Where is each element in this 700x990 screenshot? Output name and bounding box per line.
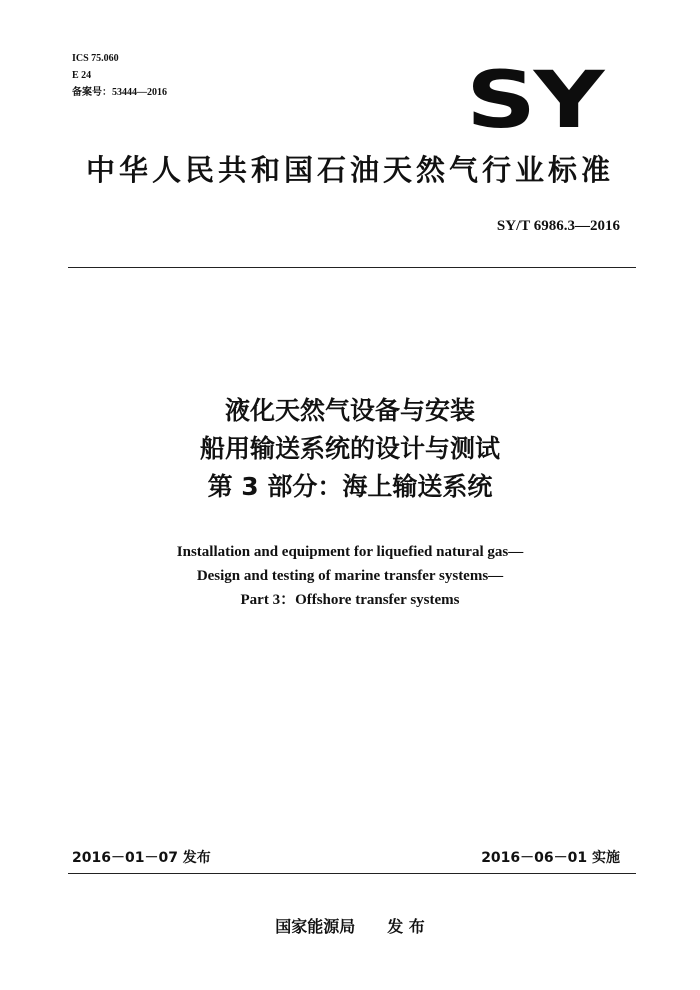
chinese-title-line: 液化天然气设备与安装 — [224, 396, 475, 425]
english-title-line: Part 3：Offshore transfer systems — [240, 592, 460, 608]
ics-code: ICS 75.060 — [72, 53, 119, 64]
top-divider — [68, 267, 636, 268]
sy-logo: SY — [466, 56, 602, 146]
standard-category-title: 中华人民共和国石油天然气行业标准 — [85, 153, 614, 187]
publisher-line — [0, 914, 700, 937]
issue-date: 2016－01－07 发布 — [72, 850, 211, 866]
chinese-title-line: 第 3 部分：海上输送系统 — [207, 472, 493, 501]
english-title-line: Design and testing of marine transfer systems— — [196, 568, 504, 584]
chinese-title-line: 船用输送系统的设计与测试 — [199, 434, 500, 463]
implementation-date: 2016－06－01 实施 — [481, 850, 620, 866]
publisher-name: 国家能源局 — [275, 917, 356, 936]
class-code: E 24 — [72, 70, 92, 81]
standard-number: SY/T 6986.3—2016 — [496, 218, 620, 234]
english-title — [0, 540, 700, 612]
publisher-action: 发 布 — [387, 917, 425, 936]
filing-number: 备案号：53444—2016 — [72, 87, 167, 98]
chinese-title — [0, 392, 700, 506]
english-title-line: Installation and equipment for liquefied natural gas— — [176, 544, 524, 560]
bottom-divider — [68, 873, 636, 874]
classification-block — [72, 50, 167, 101]
